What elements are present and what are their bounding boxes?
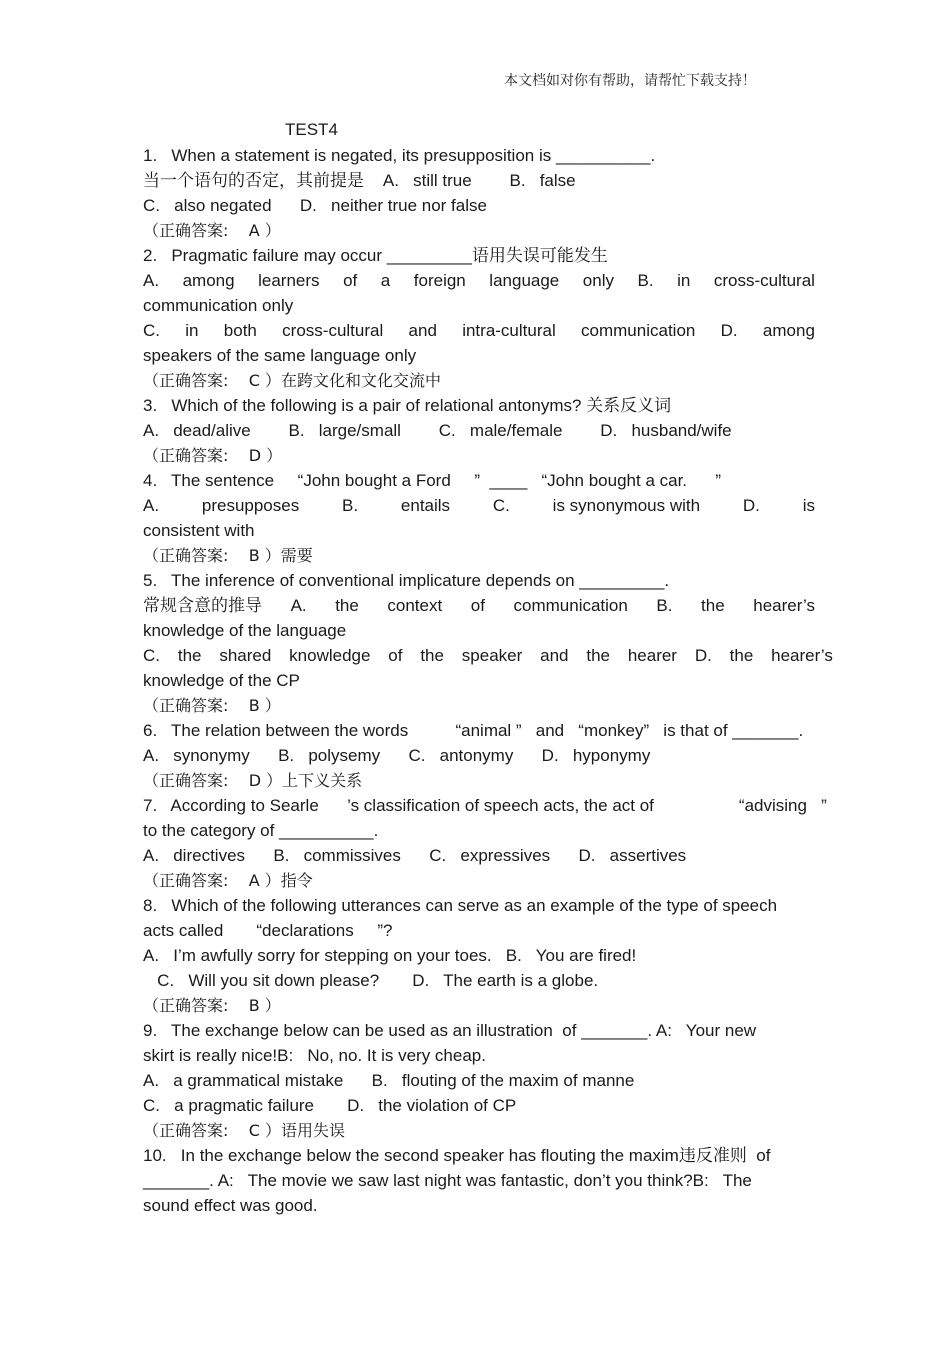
justified-word: is: [802, 496, 815, 515]
question-8-stem: 8. Which of the following utterances can serve as an example of the type of speech: [143, 896, 778, 915]
question-5-answer: （正确答案: B ）: [143, 696, 281, 715]
justified-word: communication: [513, 596, 628, 615]
justified-word: foreign: [413, 271, 466, 290]
justified-word: among: [182, 271, 235, 290]
justified-word: C.: [143, 321, 160, 340]
question-8-answer: （正确答案: B ）: [143, 996, 281, 1015]
justified-word: a: [380, 271, 391, 290]
question-9-options-a-b: A. a grammatical mistake B. flouting of the maxim of manne: [143, 1071, 635, 1090]
justified-word: is synonymous with: [552, 496, 701, 515]
justified-word: B.: [656, 596, 673, 615]
question-4-answer: （正确答案: B ）需要: [143, 546, 313, 565]
justified-word: A.: [143, 271, 160, 290]
justified-word: hearer’s: [753, 596, 815, 615]
justified-word: A.: [290, 596, 307, 615]
question-6-answer: （正确答案: D ）上下义关系: [143, 771, 363, 790]
justified-word: of: [470, 596, 485, 615]
justified-word: the: [177, 646, 202, 665]
justified-word: D.: [720, 321, 738, 340]
justified-word: hearer’s: [771, 646, 833, 665]
question-1-stem: 1. When a statement is negated, its presupposition is __________.: [143, 146, 656, 165]
justified-word: D.: [742, 496, 760, 515]
question-4-options-line-1: [143, 493, 815, 518]
question-2-options-line-4: speakers of the same language only: [143, 346, 417, 365]
question-2-stem: 2. Pragmatic failure may occur _________语用失误可能发生: [143, 246, 608, 265]
justified-word: entails: [400, 496, 451, 515]
justified-word: the: [335, 596, 359, 615]
justified-word: knowledge: [289, 646, 371, 665]
question-10-stem-end: sound effect was good.: [143, 1196, 318, 1215]
question-3-options: A. dead/alive B. large/small C. male/female D. husband/wife: [143, 421, 732, 440]
justified-word: and: [540, 646, 569, 665]
question-1-options-a-b: 当一个语句的否定，其前提是 A. still true B. false: [143, 171, 576, 190]
question-8-options-c-d: C. Will you sit down please? D. The earth is a globe.: [143, 971, 599, 990]
justified-word: only: [582, 271, 614, 290]
question-5-stem: 5. The inference of conventional implicature depends on _________.: [143, 571, 670, 590]
justified-word: language: [489, 271, 560, 290]
question-3-answer: （正确答案: D ）: [143, 446, 283, 465]
justified-word: D.: [694, 646, 712, 665]
justified-word: B.: [637, 271, 654, 290]
justified-word: cross-cultural: [713, 271, 815, 290]
justified-word: and: [408, 321, 437, 340]
question-9-stem-cont: skirt is really nice!B: No, no. It is very cheap.: [143, 1046, 486, 1065]
justified-word: intra-cultural: [462, 321, 556, 340]
question-2-options-line-2: communication only: [143, 296, 294, 315]
justified-word: A.: [143, 496, 160, 515]
question-2-answer: （正确答案: C ）在跨文化和文化交流中: [143, 371, 441, 390]
justified-word: among: [762, 321, 815, 340]
justified-word: communication: [581, 321, 696, 340]
question-2-options-line-3: [143, 318, 815, 343]
question-7-stem-cont: to the category of __________.: [143, 821, 379, 840]
justified-word: C.: [143, 646, 160, 665]
question-list: [143, 143, 833, 1218]
question-10-stem-cont: _______. A: The movie we saw last night was fantastic, don’t you think?B: The: [143, 1171, 752, 1190]
question-5-options-line-4: knowledge of the CP: [143, 671, 300, 690]
question-9-answer: （正确答案: C ）语用失误: [143, 1121, 345, 1140]
question-6-options: A. synonymy B. polysemy C. antonymy D. hyponymy: [143, 746, 651, 765]
justified-word: speaker: [461, 646, 523, 665]
question-5-options-line-3: [143, 643, 833, 668]
question-5-options-line-2: knowledge of the language: [143, 621, 347, 640]
justified-word: cross-cultural: [282, 321, 384, 340]
question-9-stem: 9. The exchange below can be used as an illustration of _______. A: Your new: [143, 1021, 757, 1040]
justified-word: the: [701, 596, 725, 615]
justified-word: the: [586, 646, 610, 665]
question-8-stem-cont: acts called “declarations ”?: [143, 921, 393, 940]
justified-word: shared: [219, 646, 272, 665]
justified-word: both: [223, 321, 257, 340]
question-2-options-line-1: [143, 268, 815, 293]
justified-word: hearer: [627, 646, 677, 665]
question-7-options: A. directives B. commissives C. expressives D. assertives: [143, 846, 687, 865]
justified-word: presupposes: [201, 496, 300, 515]
justified-word: the: [420, 646, 444, 665]
justified-word: in: [185, 321, 199, 340]
page-header-note: 本文档如对你有帮助，请帮忙下载支持！: [504, 73, 756, 89]
justified-word: in: [677, 271, 691, 290]
question-7-stem: 7. According to Searle ’s classification of speech acts, the act of “advising ”: [143, 796, 827, 815]
justified-word: of: [388, 646, 403, 665]
question-9-options-c-d: C. a pragmatic failure D. the violation of CP: [143, 1096, 517, 1115]
question-4-stem: 4. The sentence “John bought a Ford ” ____ “John bought a car. ”: [143, 471, 722, 490]
justified-word: B.: [342, 496, 359, 515]
justified-word: the: [729, 646, 754, 665]
question-3-stem: 3. Which of the following is a pair of relational antonyms? 关系反义词: [143, 396, 672, 415]
justified-word: C.: [492, 496, 510, 515]
question-8-options-a-b: A. I’m awfully sorry for stepping on your toes. B. You are fired!: [143, 946, 637, 965]
question-5-options-line-1: [143, 593, 815, 618]
question-1-answer: （正确答案: A ）: [143, 221, 281, 240]
question-1-options-c-d: C. also negated D. neither true nor false: [143, 196, 487, 215]
question-4-options-line-2: consistent with: [143, 521, 255, 540]
question-6-stem: 6. The relation between the words “animal ” and “monkey” is that of _______.: [143, 721, 804, 740]
justified-word: learners: [258, 271, 320, 290]
justified-word: 常规含意的推导: [143, 596, 262, 615]
document-title: TEST4: [285, 120, 338, 139]
justified-word: context: [387, 596, 443, 615]
question-10-stem: 10. In the exchange below the second speaker has flouting the maxim违反准则 of: [143, 1146, 771, 1165]
justified-word: of: [343, 271, 358, 290]
question-7-answer: （正确答案: A ）指令: [143, 871, 313, 890]
